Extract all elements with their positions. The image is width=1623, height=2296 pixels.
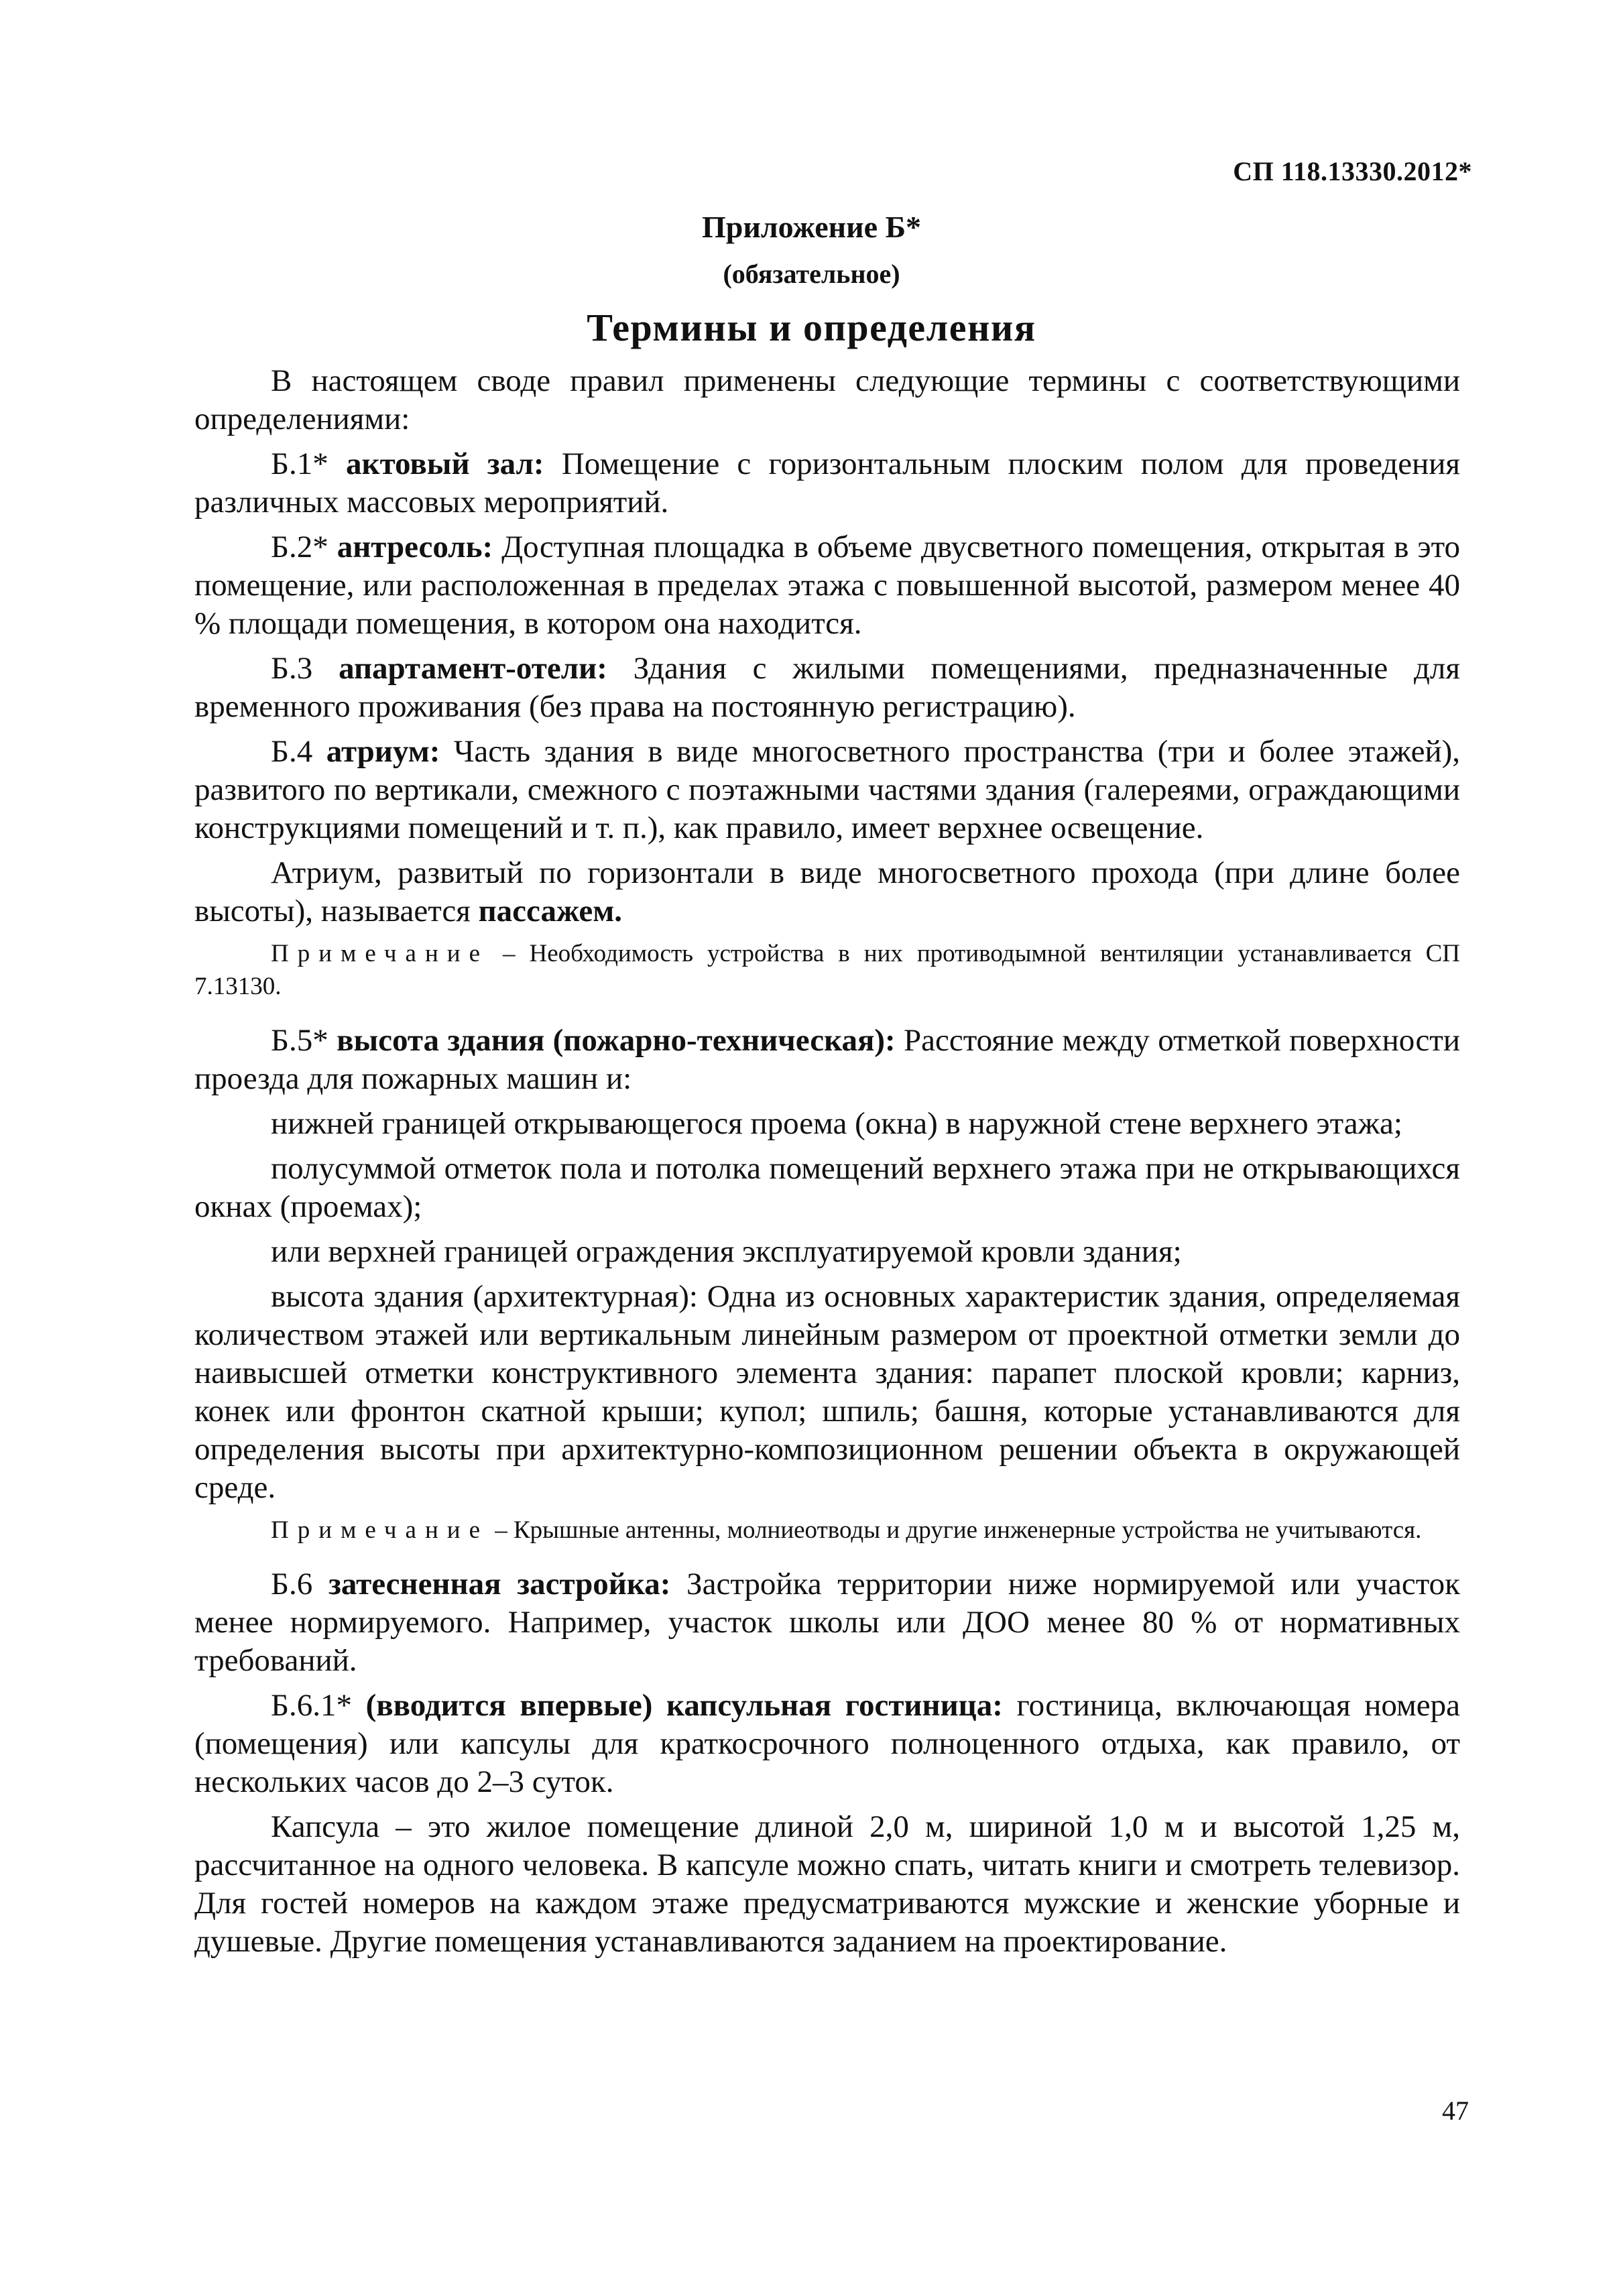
term-number: Б.3 — [271, 651, 313, 686]
intro-paragraph: В настоящем своде правил применены следующие термины с соответствующими определениями: — [194, 363, 1460, 436]
list-item: нижней границей открывающегося проема (окна) в наружной стене верхнего этажа; — [271, 1106, 1402, 1141]
term-definition: Доступная площадка в объеме двусветного помещения, открытая в это помещение, или расположенная в пределах этажа с повышенной высотой, размером менее 40 % площади помещения, в котором она находится. — [194, 530, 1460, 641]
term-b6-1 — [194, 1687, 1460, 1801]
list-item: или верхней границей ограждения эксплуатируемой кровли здания; — [271, 1234, 1182, 1269]
note-b4 — [194, 937, 1460, 1003]
list-item: полусуммой отметок пола и потолка помещений верхнего этажа при не открывающихся окнах (проемах); — [194, 1151, 1460, 1224]
document-code: СП 118.13330.2012* — [1233, 156, 1472, 186]
note-label: Примечание — [271, 940, 489, 967]
term-b1 — [194, 445, 1460, 522]
appendix-status: (обязательное) — [723, 259, 900, 289]
term-definition: Застройка территории ниже нормируемой или участок менее нормируемого. Например, участок школы или ДОО менее 80 % от нормативных требований. — [194, 1567, 1461, 1678]
term-name: (вводится впервые) капсульная гостиница: — [365, 1688, 1003, 1723]
term-name: актовый зал: — [345, 446, 544, 481]
document-body — [194, 362, 1460, 1968]
term-b6 — [194, 1565, 1460, 1680]
term-name: антресоль: — [337, 530, 493, 564]
term-b2 — [194, 528, 1460, 643]
term-number: Б.1* — [271, 446, 328, 481]
term-number: Б.6.1* — [271, 1688, 352, 1723]
term-number: Б.5* — [271, 1023, 328, 1058]
appendix-title: Приложение Б* — [701, 210, 922, 244]
term-name: пассажем. — [478, 894, 623, 928]
paragraph-text: Атриум, развитый по горизонтали в виде многосветного прохода (при длине более высоты), называется — [194, 855, 1460, 928]
term-name: апартамент-отели: — [339, 651, 607, 686]
term-number: Б.2* — [271, 530, 328, 564]
note-text: – Крышные антенны, молниеотводы и другие инженерные устройства не учитываются. — [495, 1516, 1422, 1544]
term-b3 — [194, 650, 1460, 726]
term-definition: Здания с жилыми помещениями, предназначенные для временного проживания (без права на постоянную регистрацию). — [194, 651, 1460, 724]
page-number: 47 — [1442, 2096, 1469, 2126]
term-definition: Расстояние между отметкой поверхности проезда для пожарных машин и: — [194, 1023, 1460, 1096]
term-name: затесненная застройка: — [328, 1567, 671, 1602]
term-b4-passage — [194, 854, 1460, 930]
term-b5 — [194, 1022, 1460, 1098]
term-definition: гостиница, включающая номера (помещения) или капсулы для краткосрочного полноценного отдыха, как правило, от нескольких часов до 2–3 суток. — [194, 1688, 1460, 1799]
section-title: Термины и определения — [587, 306, 1036, 349]
list-item: высота здания (архитектурная): Одна из основных характеристик здания, определяемая количеством этажей или вертикальным линейным размером от проектной отметки земли до наивысшей отметки конструктивного элемента здания: парапет плоской кровли; карниз, конек или фронтон скатной крыши; купол; шпиль; башня, которые устанавливаются для определения высоты при архитектурно-композиционном решении объекта в окружающей среде. — [194, 1279, 1460, 1505]
term-name: высота здания (пожарно-техническая): — [337, 1023, 896, 1058]
term-definition: Помещение с горизонтальным плоским полом для проведения различных массовых мероприятий. — [194, 446, 1461, 520]
term-number: Б.4 — [271, 734, 313, 769]
note-text: – Необходимость устройства в них противодымной вентиляции устанавливается СП 7.13130. — [194, 940, 1461, 1000]
note-label: Примечание — [271, 1516, 489, 1544]
capsule-paragraph: Капсула – это жилое помещение длиной 2,0 м, шириной 1,0 м и высотой 1,25 м, рассчитанное на одного человека. В капсуле можно спать, читать книги и смотреть телевизор. Для гостей номеров на каждом этаже предусматриваются мужские и женские уборные и душевые. Другие помещения устанавливаются заданием на проектирование. — [194, 1809, 1460, 1959]
term-number: Б.6 — [271, 1567, 313, 1602]
term-b4 — [194, 733, 1460, 847]
note-b5 — [194, 1514, 1460, 1547]
term-name: атриум: — [326, 734, 440, 769]
term-definition: Часть здания в виде многосветного пространства (три и более этажей), развитого по вертикали, смежного с поэтажными частями здания (галереями, ограждающими конструкциями помещений и т. п.), как правило, имеет верхнее освещение. — [194, 734, 1461, 845]
